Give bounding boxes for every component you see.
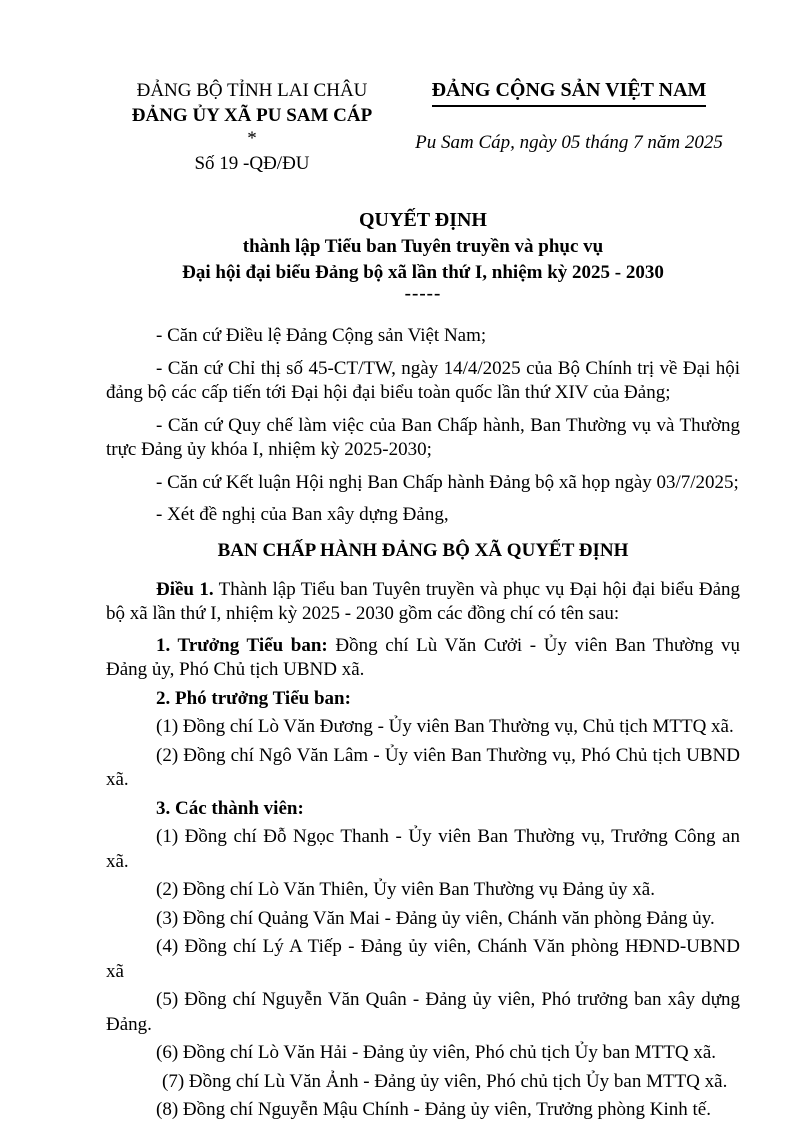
title-separator: ----- (404, 283, 442, 304)
member-item-6: (6) Đồng chí Lò Văn Hải - Đảng ủy viên, Phó chủ tịch Ủy ban MTTQ xã. (156, 1042, 717, 1063)
committee-head-paragraph (106, 634, 740, 683)
document-header (106, 78, 740, 176)
members-heading: 3. Các thành viên: (156, 797, 304, 819)
article-1-label: Điều 1. (156, 578, 214, 600)
deputy-heads-heading: 2. Phó trưởng Tiểu ban: (156, 687, 351, 709)
org-name: ĐẢNG ỦY XÃ PU SAM CÁP (131, 105, 373, 126)
national-header-block (398, 78, 740, 155)
preamble-clause-4: - Căn cứ Kết luận Hội nghị Ban Chấp hành Đảng bộ xã họp ngày 03/7/2025; (156, 471, 739, 493)
committee-head-text: Đồng chí Lù Văn Cưởi - Ủy viên Ban Thường vụ Đảng ủy, Phó Chủ tịch UBND xã. (106, 634, 740, 680)
preamble-clause-5: - Xét đề nghị của Ban xây dựng Đảng, (156, 504, 449, 525)
document-body (106, 324, 740, 1123)
issuing-org-block (106, 78, 398, 176)
document-title-block (106, 207, 740, 302)
document-subtitle-line1: thành lập Tiểu ban Tuyên truyền và phục vụ (242, 236, 604, 257)
document-type-title: QUYẾT ĐỊNH (359, 209, 487, 231)
deputy-head-item-2: (2) Đồng chí Ngô Văn Lâm - Ủy viên Ban Thường vụ, Phó Chủ tịch UBND xã. (106, 744, 740, 790)
member-item-3: (3) Đồng chí Quảng Văn Mai - Đảng ủy viên, Chánh văn phòng Đảng ủy. (156, 907, 715, 929)
preamble-clause-1: - Căn cứ Điều lệ Đảng Cộng sản Việt Nam; (156, 325, 487, 346)
article-1-text: Thành lập Tiểu ban Tuyên truyền và phục vụ Đại hội đại biểu Đảng bộ xã lần thứ I, nhiệm kỳ 2025 - 2030 gồm các đồng chí có tên sau: (106, 578, 740, 624)
member-item-8: (8) Đồng chí Nguyễn Mậu Chính - Đảng ủy viên, Trưởng phòng Kinh tế. (156, 1099, 711, 1120)
document-subtitle-line2: Đại hội đại biểu Đảng bộ xã lần thứ I, nhiệm kỳ 2025 - 2030 (182, 262, 664, 283)
committee-head-label: 1. Trưởng Tiểu ban: (156, 634, 328, 656)
preamble-clause-3: - Căn cứ Quy chế làm việc của Ban Chấp hành, Ban Thường vụ và Thường trực Đảng ủy khóa I, nhiệm kỳ 2025-2030; (106, 414, 740, 460)
deputy-head-item-1: (1) Đồng chí Lò Văn Đương - Ủy viên Ban Thường vụ, Chủ tịch MTTQ xã. (156, 716, 734, 737)
decision-heading: BAN CHẤP HÀNH ĐẢNG BỘ XÃ QUYẾT ĐỊNH (217, 539, 629, 561)
document-number: Số 19 -QĐ/ĐU (194, 153, 310, 174)
star-separator: * (247, 128, 257, 149)
article-1-paragraph (106, 578, 740, 627)
place-and-date: Pu Sam Cáp, ngày 05 tháng 7 năm 2025 (415, 132, 723, 153)
member-item-4: (4) Đồng chí Lý A Tiếp - Đảng ủy viên, Chánh Văn phòng HĐND-UBND xã (106, 936, 740, 982)
preamble-section (106, 324, 740, 528)
member-item-2: (2) Đồng chí Lò Văn Thiên, Ủy viên Ban Thường vụ Đảng ủy xã. (156, 879, 655, 900)
org-parent-name: ĐẢNG BỘ TỈNH LAI CHÂU (136, 80, 368, 101)
member-item-5: (5) Đồng chí Nguyễn Văn Quân - Đảng ủy viên, Phó trưởng ban xây dựng Đảng. (106, 989, 740, 1035)
party-name-heading: ĐẢNG CỘNG SẢN VIỆT NAM (432, 78, 707, 107)
member-item-1: (1) Đồng chí Đỗ Ngọc Thanh - Ủy viên Ban Thường vụ, Trưởng Công an xã. (106, 826, 740, 872)
member-item-7: (7) Đồng chí Lù Văn Ảnh - Đảng ủy viên, Phó chủ tịch Ủy ban MTTQ xã. (162, 1070, 728, 1092)
preamble-clause-2: - Căn cứ Chỉ thị số 45-CT/TW, ngày 14/4/2025 của Bộ Chính trị về Đại hội đảng bộ các cấp tiến tới Đại hội đại biểu toàn quốc lần thứ XIV của Đảng; (106, 357, 740, 403)
